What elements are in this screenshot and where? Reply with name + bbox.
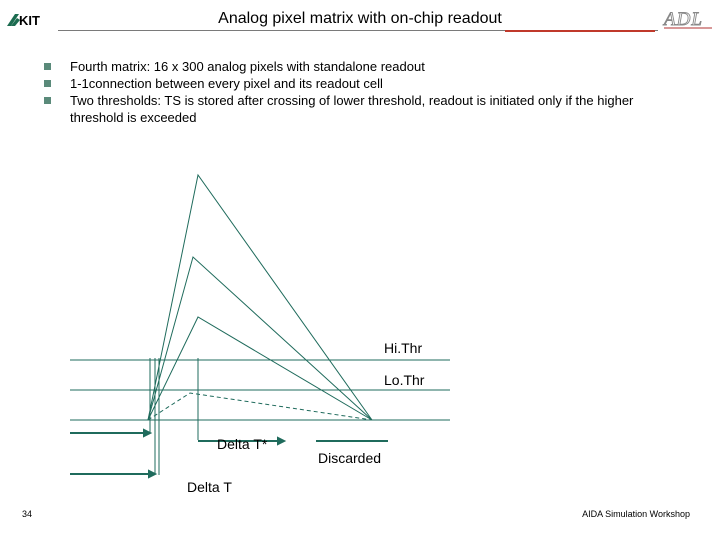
workshop-name: AIDA Simulation Workshop xyxy=(582,509,690,519)
bullet-marker-icon xyxy=(44,63,51,70)
bullet-item: 1-1connection between every pixel and its readout cell xyxy=(40,75,680,92)
threshold-diagram xyxy=(0,150,720,495)
lo-thr-label: Lo.Thr xyxy=(384,372,425,388)
pulse-small xyxy=(148,317,372,420)
header-red-accent xyxy=(505,30,655,32)
bullet-marker-icon xyxy=(44,80,51,87)
slide-number: 34 xyxy=(22,509,33,519)
adl-logo xyxy=(662,7,714,31)
pulse-subthreshold xyxy=(148,393,372,420)
bullet-item: Two thresholds: TS is stored after crossing of lower threshold, readout is initiated only if the higher threshold is exceeded xyxy=(40,92,680,126)
svg-text:ADL: ADL xyxy=(664,9,703,30)
slide-title: Analog pixel matrix with on-chip readout xyxy=(218,10,502,27)
svg-text:KIT: KIT xyxy=(19,13,40,28)
threshold-diagram-svg xyxy=(0,150,720,480)
delta-t-label: Delta T xyxy=(187,479,232,495)
delta-t-star-label: Delta T* xyxy=(217,436,268,452)
hi-thr-label: Hi.Thr xyxy=(384,340,423,356)
slide-header xyxy=(0,0,720,40)
bullet-marker-icon xyxy=(44,97,51,104)
pulse-medium xyxy=(148,257,372,420)
discarded-label: Discarded xyxy=(318,450,382,466)
bullet-item: Fourth matrix: 16 x 300 analog pixels with standalone readout xyxy=(40,58,680,75)
bullet-list xyxy=(40,58,680,126)
